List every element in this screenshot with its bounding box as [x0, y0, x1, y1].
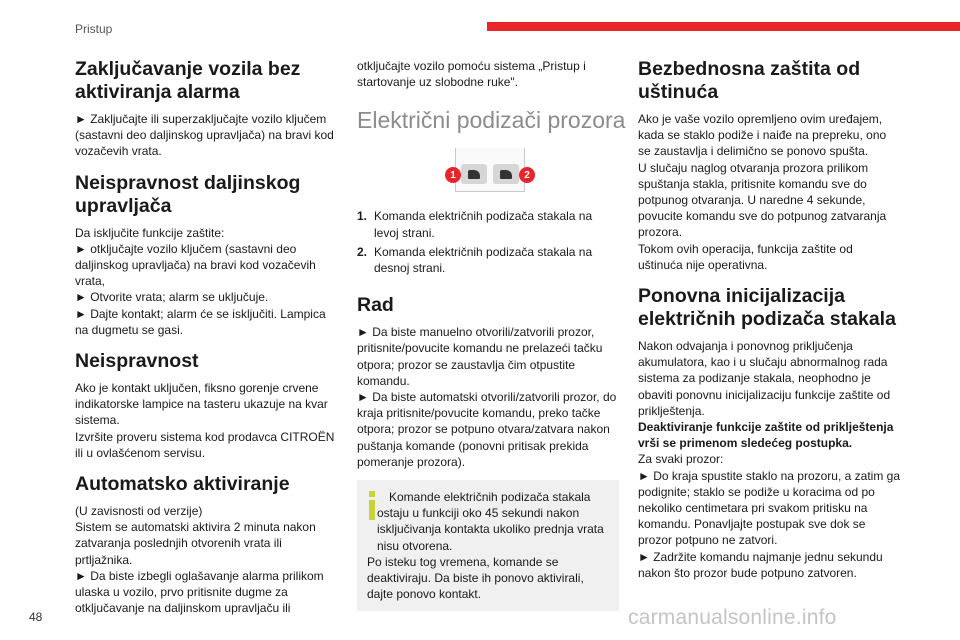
- paragraph: ► Zaključajte ili superzaključajte vozilo ključem (sastavni deo daljinskog upravljača) na bravi kod vozačevih vrata.: [75, 112, 334, 159]
- section-title-lock-without-alarm: Zaključavanje vozila bez aktiviranja alarma: [75, 58, 301, 103]
- section-title-auto-activation: Automatsko aktiviranje: [75, 473, 290, 496]
- info-text: Komande električnih podizača stakala: [389, 490, 591, 505]
- callout-1: 1: [445, 167, 461, 183]
- section-title-remote-fault: Neispravnost daljinskog upravljača: [75, 171, 301, 217]
- list-item: [357, 208, 619, 240]
- section-title-fault: Neispravnost: [75, 350, 199, 373]
- paragraph: Za svaki prozor:: [638, 452, 724, 467]
- paragraph: Ako je vaše vozilo opremljeno ovim uređajem, kada se staklo podiže i naiđe na prepreku, ono se zaustavlja i delimično se ponovo spušta.: [638, 112, 887, 159]
- section-title-reinitialisation: Ponovna inicijalizacija električnih podizača stakala: [638, 285, 896, 331]
- paragraph: ► Dajte kontakt; alarm će se isključiti. Lampica na dugmetu se gasi.: [75, 306, 326, 337]
- paragraph-bold: Deaktiviranje funkcije zaštite od priklještenja vrši se primenom sledećeg postupka.: [638, 420, 894, 451]
- paragraph: Da isključite funkcije zaštite:: [75, 225, 225, 240]
- column-left: [75, 58, 337, 616]
- section-title-anti-pinch: Bezbednosna zaštita od uštinuća: [638, 58, 861, 103]
- paragraph: Ako je kontakt uključen, fiksno gorenje crvene indikatorske lampice na tasteru ukazuje na kvar sistema.: [75, 381, 328, 428]
- list-number: 2.: [357, 244, 368, 259]
- list-text: Komanda električnih podizača stakala na levoj strani.: [374, 209, 593, 240]
- paragraph: ► Do kraja spustite staklo na prozoru, a zatim ga podignite; staklo se podiže u koracima od po nekoliko centimetara pri svakom pritisku na komandu. Ponavljajte postupak sve dok se prozor potpuno ne zatvori.: [638, 468, 900, 548]
- list-number: 1.: [357, 209, 368, 224]
- paragraph: ► Zadržite komandu najmanje jednu sekundu nakon što prozor bude potpuno zatvoren.: [638, 549, 883, 580]
- paragraph: (U zavisnosti od verzije): [75, 504, 203, 519]
- paragraph: ► Da biste manuelno otvorili/zatvorili prozor, pritisnite/povucite komandu ne prelazeći tačku otpora; prozor se zaustavlja čim otpustite komandu.: [357, 325, 603, 388]
- list-text: Komanda električnih podizača stakala na desnoj strani.: [374, 244, 593, 276]
- column-right: [638, 58, 900, 581]
- callout-2: 2: [519, 167, 535, 183]
- paragraph: Izvršite proveru sistema kod prodavca CITROËN ili u ovlašćenom servisu.: [75, 429, 335, 460]
- header-red-bar: [487, 22, 960, 31]
- window-glass-icon: [468, 170, 480, 179]
- paragraph: otključajte vozilo pomoću sistema „Pristup i startovanje uz slobodne ruke".: [357, 59, 586, 90]
- info-text: ostaju u funkciji oko 45 sekundi nakon isključivanja kontakta ukoliko prednja vrata nisu otvorena.: [377, 506, 604, 553]
- chapter-title-power-windows: Električni podizači prozora: [357, 107, 626, 134]
- paragraph: ► Otvorite vrata; alarm se uključuje.: [75, 290, 269, 305]
- info-note-box: [357, 480, 619, 611]
- paragraph: Tokom ovih operacija, funkcija zaštite od uštinuća nije operativna.: [638, 241, 853, 272]
- section-title-operation: Rad: [357, 294, 394, 317]
- column-middle: [357, 58, 626, 611]
- watermark: carmanualsonline.info: [628, 606, 837, 629]
- paragraph: ► otključajte vozilo ključem (sastavni deo daljinskog upravljača) na bravi kod vozačevih vrata,: [75, 241, 316, 289]
- paragraph: ► Da biste automatski otvorili/zatvorili prozor, do kraja pritisnite/povucite komandu, preko tačke otpora; prozor se potpuno otvara/zatvara nakon puštanja komande (ponovni pritisak prekida pomeranje prozora).: [357, 390, 617, 469]
- paragraph: ► Da biste izbegli oglašavanje alarma prilikom ulaska u vozilo, prvo pritisnite dugme za otključavanje na daljinskom upravljaču ili: [75, 568, 324, 616]
- window-glass-icon: [500, 170, 512, 179]
- window-switch-illustration: [357, 148, 619, 194]
- info-text: Po isteku tog vremena, komande se deaktiviraju. Da biste ih ponovo aktivirali, dajte ponovo kontakt.: [367, 554, 584, 602]
- header-section-label: Pristup: [75, 22, 113, 36]
- callout-list: [357, 208, 619, 276]
- paragraph: U slučaju naglog otvaranja prozora prilikom spuštanja stakla, pritisnite komandu sve do potpunog otvaranja. U naredne 4 sekunde, povucite komandu sve do potpunog zatvaranja prozora.: [638, 160, 887, 240]
- page-number: 48: [29, 610, 43, 624]
- paragraph: Sistem se automatski aktivira 2 minuta nakon zatvaranja poslednjih otvorenih vrata ili prtljažnika.: [75, 520, 316, 567]
- right-window-switch: [493, 164, 519, 184]
- info-icon: [367, 491, 377, 521]
- paragraph: Nakon odvajanja i ponovnog priključenja akumulatora, kao i u slučaju abnormalnog rada sistema za podizanje stakala, neophodno je obaviti ponovnu inicijalizaciju funkcije zaštite od priklještenja.: [638, 339, 891, 418]
- list-item: [357, 244, 619, 276]
- left-window-switch: [461, 164, 487, 184]
